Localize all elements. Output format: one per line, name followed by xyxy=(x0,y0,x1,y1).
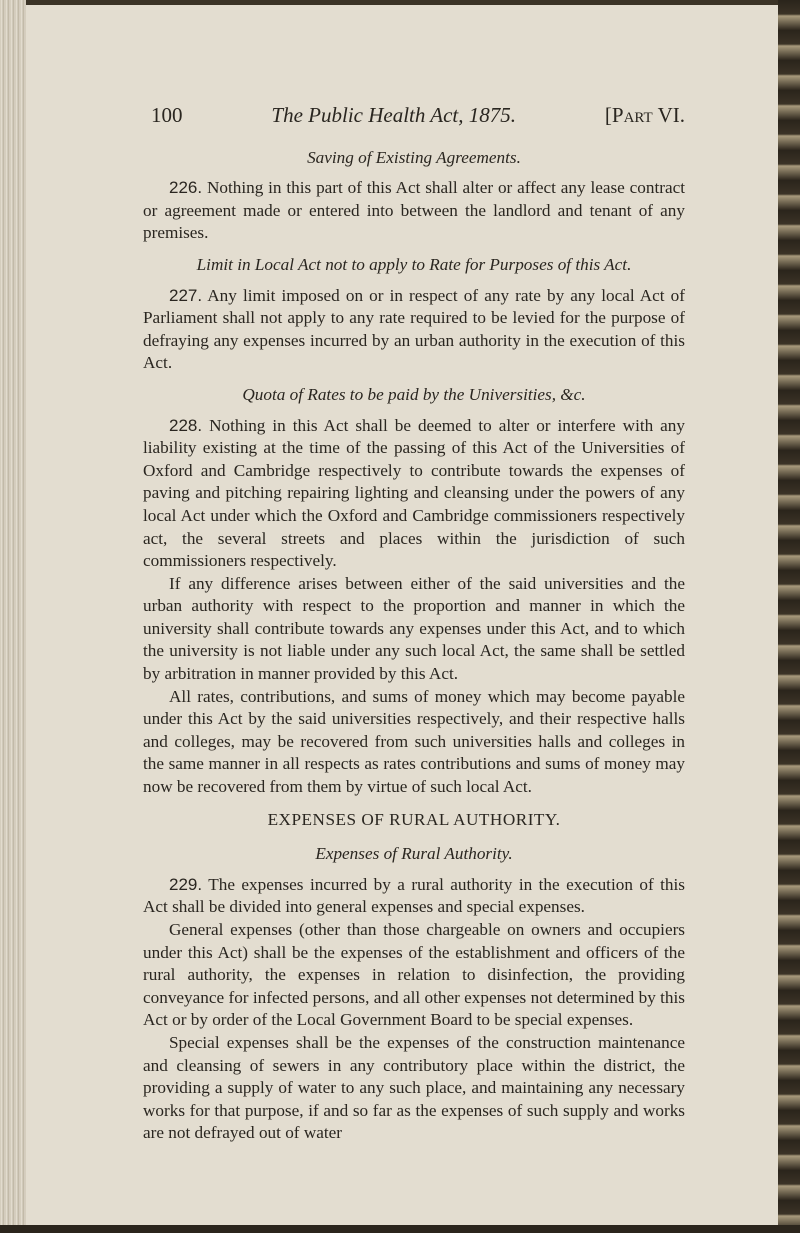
section-paragraph: If any difference arises between either of the said universities and the urban authority with respect to the proportion and manner in which the university shall contribute towards any expenses under this Act, and to which the university is not liable under any such local Act, the same shall be settled by arbitration in manner provided by this Act. xyxy=(143,573,685,684)
running-header xyxy=(151,104,685,127)
running-title: The Public Health Act, 1875. xyxy=(271,103,516,127)
section-number: 227. xyxy=(169,285,203,305)
page-number: 100 xyxy=(151,103,183,127)
section-number: 226. xyxy=(169,178,203,198)
section-heading: Limit in Local Act not to apply to Rate for Purposes of this Act. xyxy=(196,254,632,274)
section-paragraph: General expenses (other than those chargeable on owners and occupiers under this Act) shall be the expenses of the establishment and officers of the rural authority, the expenses in relation to disinfection, the providing conveyance for infected persons, and all other expenses not determined by this Act or by order of the Local Government Board to be special expenses. xyxy=(143,920,685,1030)
section-229 xyxy=(143,809,685,1145)
section-228 xyxy=(143,384,685,799)
part-label: [Part VI. xyxy=(604,103,685,127)
section-paragraph: Special expenses shall be the expenses of the construction maintenance and cleansing of sewers in any contributory place within the district, the providing a supply of water to any such place, and maintaining any necessary works for that purpose, if and so far as the expenses of such supply and works are not defrayed out of water xyxy=(143,1032,685,1143)
section-paragraph: 228. Nothing in this Act shall be deemed to alter or interfere with any liability existing at the time of the passing of this Act of the Universities of Oxford and Cambridge respectively to contribute towards the expenses of paving and pitching repairing lighting and cleansing under the powers of any local Act under which the Oxford and Cambridge commissioners respectively act, the several streets and places within the jurisdiction of such commissioners respectively. xyxy=(143,415,685,571)
section-heading: Quota of Rates to be paid by the Universities, &c. xyxy=(242,384,586,404)
section-heading: Saving of Existing Agreements. xyxy=(307,147,521,167)
page-bottom-edge xyxy=(0,1225,800,1233)
section-paragraph: All rates, contributions, and sums of money which may become payable under this Act by the said universities respectively, and their respective halls and colleges, may be recovered from such universities halls and colleges in the same manner in all respects as rates contributions and sums of money may now be recovered from them by virtue of such local Act. xyxy=(143,686,685,797)
section-number: 229. xyxy=(169,874,203,894)
page-right-edge xyxy=(778,0,800,1233)
section-226 xyxy=(143,147,685,245)
page-top-edge xyxy=(0,0,800,5)
section-paragraph: 229. The expenses incurred by a rural authority in the execution of this Act shall be divided into general expenses and special expenses. xyxy=(143,874,685,917)
section-paragraph: 227. Any limit imposed on or in respect of any rate by any local Act of Parliament shall not apply to any rate required to be levied for the purpose of defraying any expenses incurred by an urban authority in the execution of this Act. xyxy=(143,285,685,373)
page-content xyxy=(143,104,685,1154)
section-number: 228. xyxy=(169,415,203,435)
division-title: EXPENSES OF RURAL AUTHORITY. xyxy=(267,809,561,829)
section-227 xyxy=(143,254,685,375)
section-heading: Expenses of Rural Authority. xyxy=(315,844,513,864)
section-paragraph: 226. Nothing in this part of this Act shall alter or affect any lease contract or agreement made or entered into between the landlord and tenant of any premises. xyxy=(143,178,685,243)
page-left-edge xyxy=(0,0,26,1233)
